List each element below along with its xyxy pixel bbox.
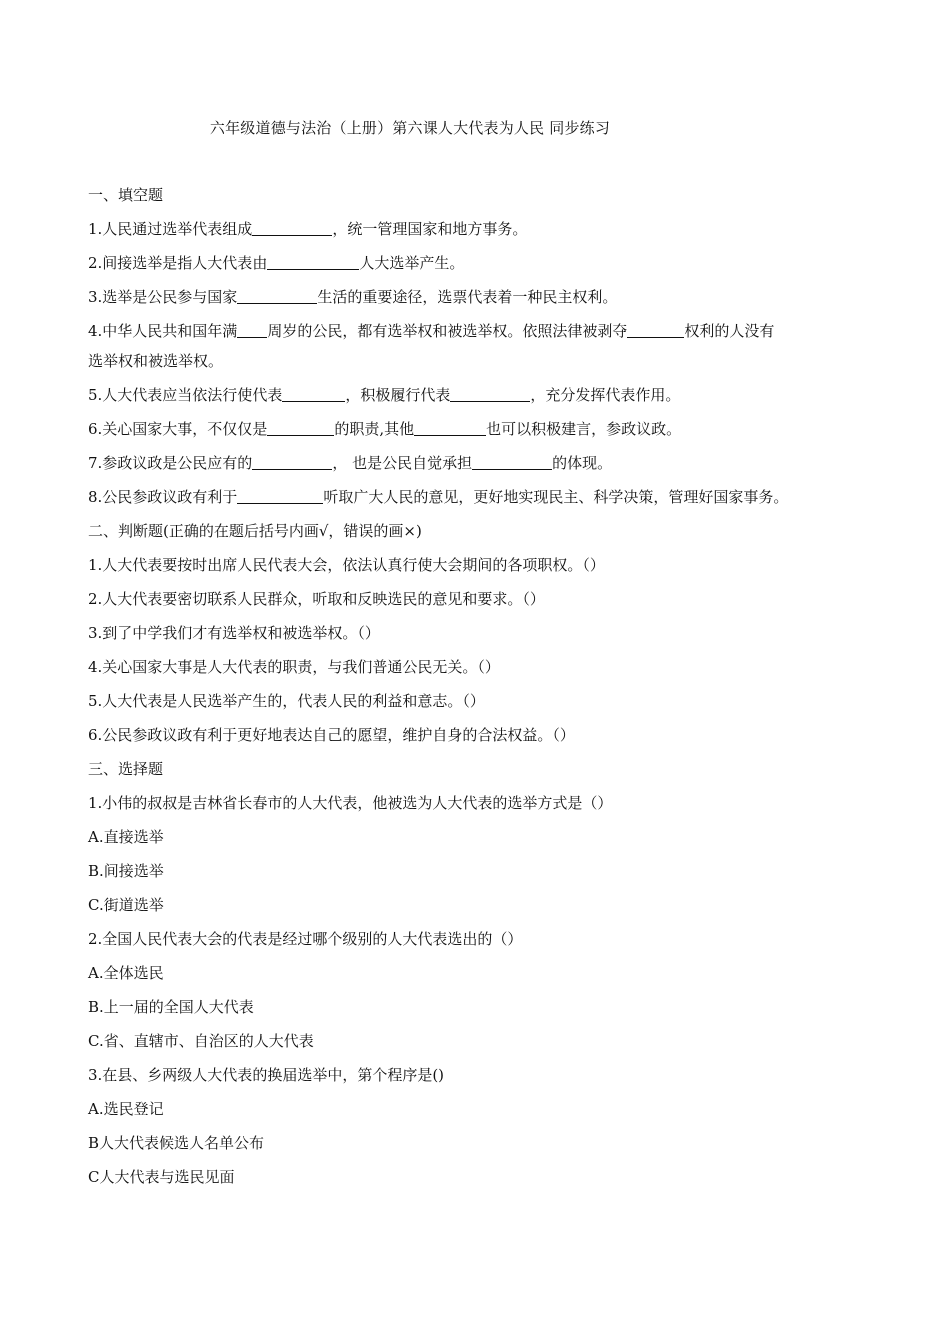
answer-blank[interactable]	[237, 488, 323, 504]
fill-question-8: 8.公民参政议政有利于 听取广大人民的意见，更好地实现民主、科学决策，管理好国家事务。	[88, 488, 789, 506]
answer-blank[interactable]	[252, 454, 332, 470]
answer-blank[interactable]	[267, 254, 359, 270]
choice-question: 1.小伟的叔叔是吉林省长春市的人大代表，他被选为人大代表的选举方式是（）	[88, 794, 613, 812]
choice-option: B.上一届的全国人大代表	[88, 998, 254, 1016]
choice-option: C.街道选举	[88, 896, 164, 914]
section-heading-multiple-choice: 三、选择题	[88, 760, 164, 778]
choice-option: B.间接选举	[88, 862, 164, 880]
judge-question: 5.人大代表是人民选举产生的，代表人民的利益和意志。（）	[88, 692, 485, 710]
choice-option: C.省、直辖市、自治区的人大代表	[88, 1032, 314, 1050]
answer-blank[interactable]	[237, 288, 317, 304]
choice-option: A.直接选举	[88, 828, 164, 846]
fill-question-4-continued: 选举权和被选举权。	[88, 352, 224, 370]
choice-question: 2.全国人民代表大会的代表是经过哪个级别的人大代表选出的（）	[88, 930, 523, 948]
choice-question: 3.在县、乡两级人大代表的换届选举中，第个程序是()	[88, 1066, 445, 1084]
answer-blank[interactable]	[414, 420, 486, 436]
judge-question: 1.人大代表要按时出席人民代表大会，依法认真行使大会期间的各项职权。（）	[88, 556, 605, 574]
document-title: 六年级道德与法治（上册）第六课人大代表为人民 同步练习	[209, 119, 611, 137]
answer-blank[interactable]	[282, 386, 345, 402]
fill-question-2: 2.间接选举是指人大代表由 人大选举产生。	[88, 254, 465, 272]
fill-question-4: 4.中华人民共和国年满 周岁的公民，都有选举权和被选举权。依照法律被剥夺 权利的人没有	[88, 322, 775, 340]
judge-question: 3.到了中学我们才有选举权和被选举权。（）	[88, 624, 380, 642]
choice-option: A.选民登记	[88, 1100, 164, 1118]
judge-question: 6.公民参政议政有利于更好地表达自己的愿望，维护自身的合法权益。（）	[88, 726, 575, 744]
worksheet-content	[88, 184, 878, 1200]
choice-option: A.全体选民	[88, 964, 164, 982]
judge-question: 4.关心国家大事是人大代表的职责，与我们普通公民无关。（）	[88, 658, 500, 676]
judge-question: 2.人大代表要密切联系人民群众，听取和反映选民的意见和要求。（）	[88, 590, 545, 608]
fill-question-5: 5.人大代表应当依法行使代表 ，积极履行代表 ，充分发挥代表作用。	[88, 386, 681, 404]
answer-blank[interactable]	[252, 220, 332, 236]
answer-blank[interactable]	[267, 420, 334, 436]
fill-question-3: 3.选举是公民参与国家 生活的重要途径，选票代表着一种民主权利。	[88, 288, 618, 306]
choice-option: C人大代表与选民见面	[88, 1168, 235, 1186]
section-heading-true-false: 二、判断题(正确的在题后括号内画√，错误的画×)	[88, 522, 422, 540]
fill-question-6: 6.关心国家大事，不仅仅是 的职责,其他 也可以积极建言，参政议政。	[88, 420, 682, 438]
answer-blank[interactable]	[450, 386, 530, 402]
fill-question-1: 1.人民通过选举代表组成 ，统一管理国家和地方事务。	[88, 220, 528, 238]
section-heading-fill-in: 一、填空题	[88, 186, 164, 204]
answer-blank[interactable]	[237, 322, 267, 338]
fill-question-7: 7.参政议政是公民应有的 ， 也是公民自觉承担 的体现。	[88, 454, 613, 472]
choice-option: B人大代表候选人名单公布	[88, 1134, 265, 1152]
answer-blank[interactable]	[627, 322, 684, 338]
answer-blank[interactable]	[472, 454, 552, 470]
